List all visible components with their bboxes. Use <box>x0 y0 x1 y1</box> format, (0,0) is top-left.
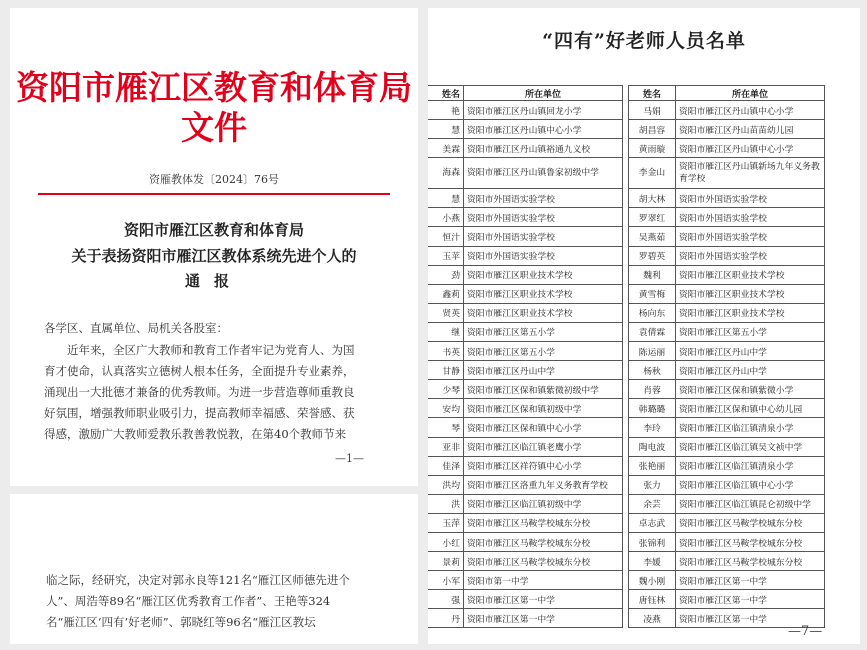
cell-name: 强 <box>428 590 464 609</box>
table-row <box>428 208 623 227</box>
table-row <box>428 322 623 341</box>
cell-name: 余芸 <box>629 494 676 513</box>
continuation-line: 临之际，经研究，决定对郭永良等121名“雁江区师德先进个 <box>46 573 350 587</box>
table-row <box>629 246 825 265</box>
paragraph-line: 涌现出一大批德才兼备的优秀教师。为进一步营造尊师重教良 <box>44 385 355 399</box>
table-row <box>428 609 623 628</box>
cell-unit: 资阳市雁江区临江镇清泉小学 <box>676 456 825 475</box>
table-row <box>428 303 623 322</box>
table-row <box>428 437 623 456</box>
cell-name: 美霖 <box>428 139 464 158</box>
table-row <box>629 532 825 551</box>
cell-name: 丹 <box>428 609 464 628</box>
cell-unit: 资阳市雁江区保和镇中心幼儿园 <box>676 399 825 418</box>
cell-name: 张艳丽 <box>629 456 676 475</box>
continuation-line: 名“雁江区‘四有’好老师”、郭晓红等96名“雁江区教坛 <box>46 615 316 629</box>
cell-name: 韩璐璐 <box>629 399 676 418</box>
cell-name: 小燕 <box>428 208 464 227</box>
cell-unit: 资阳市雁江区丹山镇中心小学 <box>676 139 825 158</box>
cell-name: 陈运丽 <box>629 342 676 361</box>
cell-unit: 资阳市外国语实验学校 <box>676 208 825 227</box>
table-row <box>428 456 623 475</box>
table-row <box>428 265 623 284</box>
header-name: 姓名 <box>428 86 464 101</box>
cell-unit: 资阳市雁江区职业技术学校 <box>676 303 825 322</box>
cell-name: 艳 <box>428 101 464 120</box>
cell-unit: 资阳市雁江区洛重九年义务教育学校 <box>464 475 623 494</box>
cell-unit: 资阳市雁江区临江镇清泉小学 <box>676 418 825 437</box>
notice-title-line-1: 资阳市雁江区教育和体育局 <box>123 221 304 239</box>
cell-unit: 资阳市雁江区职业技术学校 <box>464 284 623 303</box>
document-page-1 <box>10 8 418 486</box>
roster-title: “四有”好老师人员名单 <box>542 30 746 52</box>
cell-name: 袁倩霖 <box>629 322 676 341</box>
table-row <box>629 513 825 532</box>
cell-name: 玉苹 <box>428 246 464 265</box>
cell-unit: 资阳市雁江区马鞍学校城东分校 <box>464 532 623 551</box>
table-row <box>629 361 825 380</box>
cell-unit: 资阳市雁江区第五小学 <box>676 322 825 341</box>
red-divider-line <box>38 193 390 195</box>
cell-unit: 资阳市雁江区保和镇中心小学 <box>464 418 623 437</box>
cell-unit: 资阳市雁江区职业技术学校 <box>464 265 623 284</box>
cell-unit: 资阳市雁江区第一中学 <box>464 609 623 628</box>
cell-unit: 资阳市雁江区临江镇昆仑初级中学 <box>676 494 825 513</box>
cell-name: 洪均 <box>428 475 464 494</box>
cell-unit: 资阳市雁江区丹山中学 <box>676 342 825 361</box>
roster-page <box>428 8 860 644</box>
table-row <box>428 590 623 609</box>
table-row <box>428 189 623 208</box>
cell-name: 凌燕 <box>629 609 676 628</box>
table-row <box>629 265 825 284</box>
cell-name: 小军 <box>428 571 464 590</box>
cell-unit: 资阳市雁江区马鞍学校城东分校 <box>676 532 825 551</box>
table-row <box>629 139 825 158</box>
table-row <box>428 418 623 437</box>
cell-unit: 资阳市雁江区马鞍学校城东分校 <box>464 513 623 532</box>
cell-unit: 资阳市外国语实验学校 <box>676 246 825 265</box>
notice-title-line-3: 通报 <box>184 272 243 290</box>
table-row <box>428 475 623 494</box>
notice-paragraph <box>44 340 394 445</box>
cell-unit: 资阳市雁江区第一中学 <box>464 590 623 609</box>
cell-name: 卓志武 <box>629 513 676 532</box>
cell-name: 少琴 <box>428 380 464 399</box>
notice-title-line-2: 关于表扬资阳市雁江区教体系统先进个人的 <box>71 247 357 265</box>
cell-name: 唐钰林 <box>629 590 676 609</box>
cell-name: 陶电波 <box>629 437 676 456</box>
table-row <box>428 552 623 571</box>
cell-unit: 资阳市雁江区丹山镇鲁家初级中学 <box>464 158 623 189</box>
table-row <box>428 571 623 590</box>
cell-name: 吴燕茹 <box>629 227 676 246</box>
cell-unit: 资阳市外国语实验学校 <box>676 189 825 208</box>
cell-name: 罗碧英 <box>629 246 676 265</box>
cell-unit: 资阳市外国语实验学校 <box>464 246 623 265</box>
cell-unit: 资阳市雁江区丹山中学 <box>464 361 623 380</box>
table-row <box>428 399 623 418</box>
table-row <box>629 552 825 571</box>
cell-unit: 资阳市雁江区保和镇紫微初级中学 <box>464 380 623 399</box>
table-row <box>428 494 623 513</box>
table-row <box>629 571 825 590</box>
table-row <box>629 120 825 139</box>
cell-name: 黄雨璇 <box>629 139 676 158</box>
document-number: 资雁教体发〔2024〕76号 <box>149 173 279 186</box>
cell-unit: 资阳市雁江区临江镇初级中学 <box>464 494 623 513</box>
cell-name: 继 <box>428 322 464 341</box>
cell-unit: 资阳市雁江区丹山镇中心小学 <box>676 101 825 120</box>
cell-unit: 资阳市雁江区丹山中学 <box>676 361 825 380</box>
cell-unit: 资阳市外国语实验学校 <box>464 189 623 208</box>
document-page-2 <box>10 494 418 644</box>
cell-name: 肖蓉 <box>629 380 676 399</box>
header-unit: 所在单位 <box>464 86 623 101</box>
cell-unit: 资阳市雁江区职业技术学校 <box>676 265 825 284</box>
header-name: 姓名 <box>629 86 676 101</box>
roster-table-left <box>428 85 623 628</box>
cell-name: 贤英 <box>428 303 464 322</box>
table-row <box>629 322 825 341</box>
cell-name: 胡大林 <box>629 189 676 208</box>
cell-name: 亚非 <box>428 437 464 456</box>
paragraph-line: 育才使命，认真落实立德树人根本任务，全面提升专业素养， <box>44 364 355 378</box>
cell-unit: 资阳市雁江区丹山镇裕通九义校 <box>464 139 623 158</box>
cell-unit: 资阳市雁江区马鞍学校城东分校 <box>464 552 623 571</box>
roster-table-right <box>628 85 825 628</box>
cell-name: 张力 <box>629 475 676 494</box>
table-row <box>629 101 825 120</box>
table-row <box>428 532 623 551</box>
cell-name: 魏利 <box>629 265 676 284</box>
page-number: —7— <box>788 624 823 639</box>
cell-unit: 资阳市雁江区第一中学 <box>676 590 825 609</box>
cell-unit: 资阳市雁江区第一中学 <box>676 571 825 590</box>
cell-name: 马娟 <box>629 101 676 120</box>
cell-name: 胡昌容 <box>629 120 676 139</box>
cell-unit: 资阳市雁江区丹山镇新场九年义务教育学校 <box>676 158 825 189</box>
paragraph-line: 好氛围，增强教师职业吸引力，提高教师幸福感、荣誉感、获 <box>44 406 355 420</box>
cell-name: 小红 <box>428 532 464 551</box>
cell-name: 琴 <box>428 418 464 437</box>
cell-name: 安均 <box>428 399 464 418</box>
table-row <box>428 101 623 120</box>
cell-name: 鑫莉 <box>428 284 464 303</box>
table-row <box>629 342 825 361</box>
cell-unit: 资阳市雁江区第五小学 <box>464 322 623 341</box>
table-row <box>629 456 825 475</box>
cell-name: 慧 <box>428 189 464 208</box>
cell-name: 玉萍 <box>428 513 464 532</box>
paragraph-line: 得感，激励广大教师爱教乐教善教悦教，在第40个教师节来 <box>44 427 347 441</box>
table-row <box>629 380 825 399</box>
cell-name: 慧 <box>428 120 464 139</box>
cell-name: 杨秋 <box>629 361 676 380</box>
table-row <box>428 513 623 532</box>
continuation-line: 人”、周浩等89名“雁江区优秀教育工作者”、王艳等324 <box>46 594 331 608</box>
header-unit: 所在单位 <box>676 86 825 101</box>
table-row <box>629 284 825 303</box>
table-row <box>428 361 623 380</box>
table-row <box>428 246 623 265</box>
cell-unit: 资阳市雁江区祥符镇中心小学 <box>464 456 623 475</box>
table-row <box>428 227 623 246</box>
paragraph-line: 近年来，全区广大教师和教育工作者牢记为党育人、为国 <box>67 343 355 357</box>
cell-unit: 资阳市雁江区保和镇初级中学 <box>464 399 623 418</box>
continuation-text <box>46 570 416 633</box>
cell-name: 佳泽 <box>428 456 464 475</box>
cell-name: 海森 <box>428 158 464 189</box>
cell-unit: 资阳市外国语实验学校 <box>464 208 623 227</box>
cell-unit: 资阳市雁江区第一中学 <box>676 609 825 628</box>
cell-unit: 资阳市雁江区职业技术学校 <box>676 284 825 303</box>
table-row <box>428 342 623 361</box>
page-number: —1— <box>335 452 364 465</box>
cell-name: 恒汁 <box>428 227 464 246</box>
cell-name: 甘静 <box>428 361 464 380</box>
cell-unit: 资阳市雁江区第五小学 <box>464 342 623 361</box>
table-row <box>629 227 825 246</box>
cell-unit: 资阳市雁江区临江镇吴文祯中学 <box>676 437 825 456</box>
table-row <box>629 208 825 227</box>
cell-name: 李玲 <box>629 418 676 437</box>
cell-name: 洪 <box>428 494 464 513</box>
cell-unit: 资阳市雁江区丹山苗苗幼儿园 <box>676 120 825 139</box>
cell-name: 李媛 <box>629 552 676 571</box>
table-row <box>629 303 825 322</box>
table-row <box>629 189 825 208</box>
cell-unit: 资阳市外国语实验学校 <box>464 227 623 246</box>
cell-unit: 资阳市第一中学 <box>464 571 623 590</box>
table-header-row <box>629 86 825 101</box>
table-row <box>428 120 623 139</box>
cell-unit: 资阳市雁江区丹山镇中心小学 <box>464 120 623 139</box>
cell-name: 景莉 <box>428 552 464 571</box>
cell-unit: 资阳市雁江区临江镇老鹰小学 <box>464 437 623 456</box>
table-row <box>428 139 623 158</box>
cell-name: 魏小刚 <box>629 571 676 590</box>
table-header-row <box>428 86 623 101</box>
cell-name: 张锦利 <box>629 532 676 551</box>
salutation: 各学区、直属单位、局机关各股室： <box>44 321 228 335</box>
table-row <box>629 475 825 494</box>
table-row <box>629 399 825 418</box>
table-row <box>629 590 825 609</box>
cell-name: 劲 <box>428 265 464 284</box>
table-row <box>629 494 825 513</box>
cell-unit: 资阳市雁江区职业技术学校 <box>464 303 623 322</box>
document-masthead: 资阳市雁江区教育和体育局文件 <box>16 68 412 147</box>
cell-name: 黄雪梅 <box>629 284 676 303</box>
table-row <box>428 284 623 303</box>
table-row <box>428 380 623 399</box>
table-row <box>629 418 825 437</box>
cell-name: 杨向东 <box>629 303 676 322</box>
table-row <box>428 158 623 189</box>
cell-unit: 资阳市雁江区丹山镇回龙小学 <box>464 101 623 120</box>
cell-unit: 资阳市外国语实验学校 <box>676 227 825 246</box>
cell-unit: 资阳市雁江区临江镇中心小学 <box>676 475 825 494</box>
cell-name: 罗翠红 <box>629 208 676 227</box>
table-row <box>629 158 825 189</box>
cell-unit: 资阳市雁江区马鞍学校城东分校 <box>676 513 825 532</box>
cell-name: 李金山 <box>629 158 676 189</box>
cell-name: 书英 <box>428 342 464 361</box>
table-row <box>629 437 825 456</box>
cell-unit: 资阳市雁江区马鞍学校城东分校 <box>676 552 825 571</box>
cell-unit: 资阳市雁江区保和镇紫微小学 <box>676 380 825 399</box>
